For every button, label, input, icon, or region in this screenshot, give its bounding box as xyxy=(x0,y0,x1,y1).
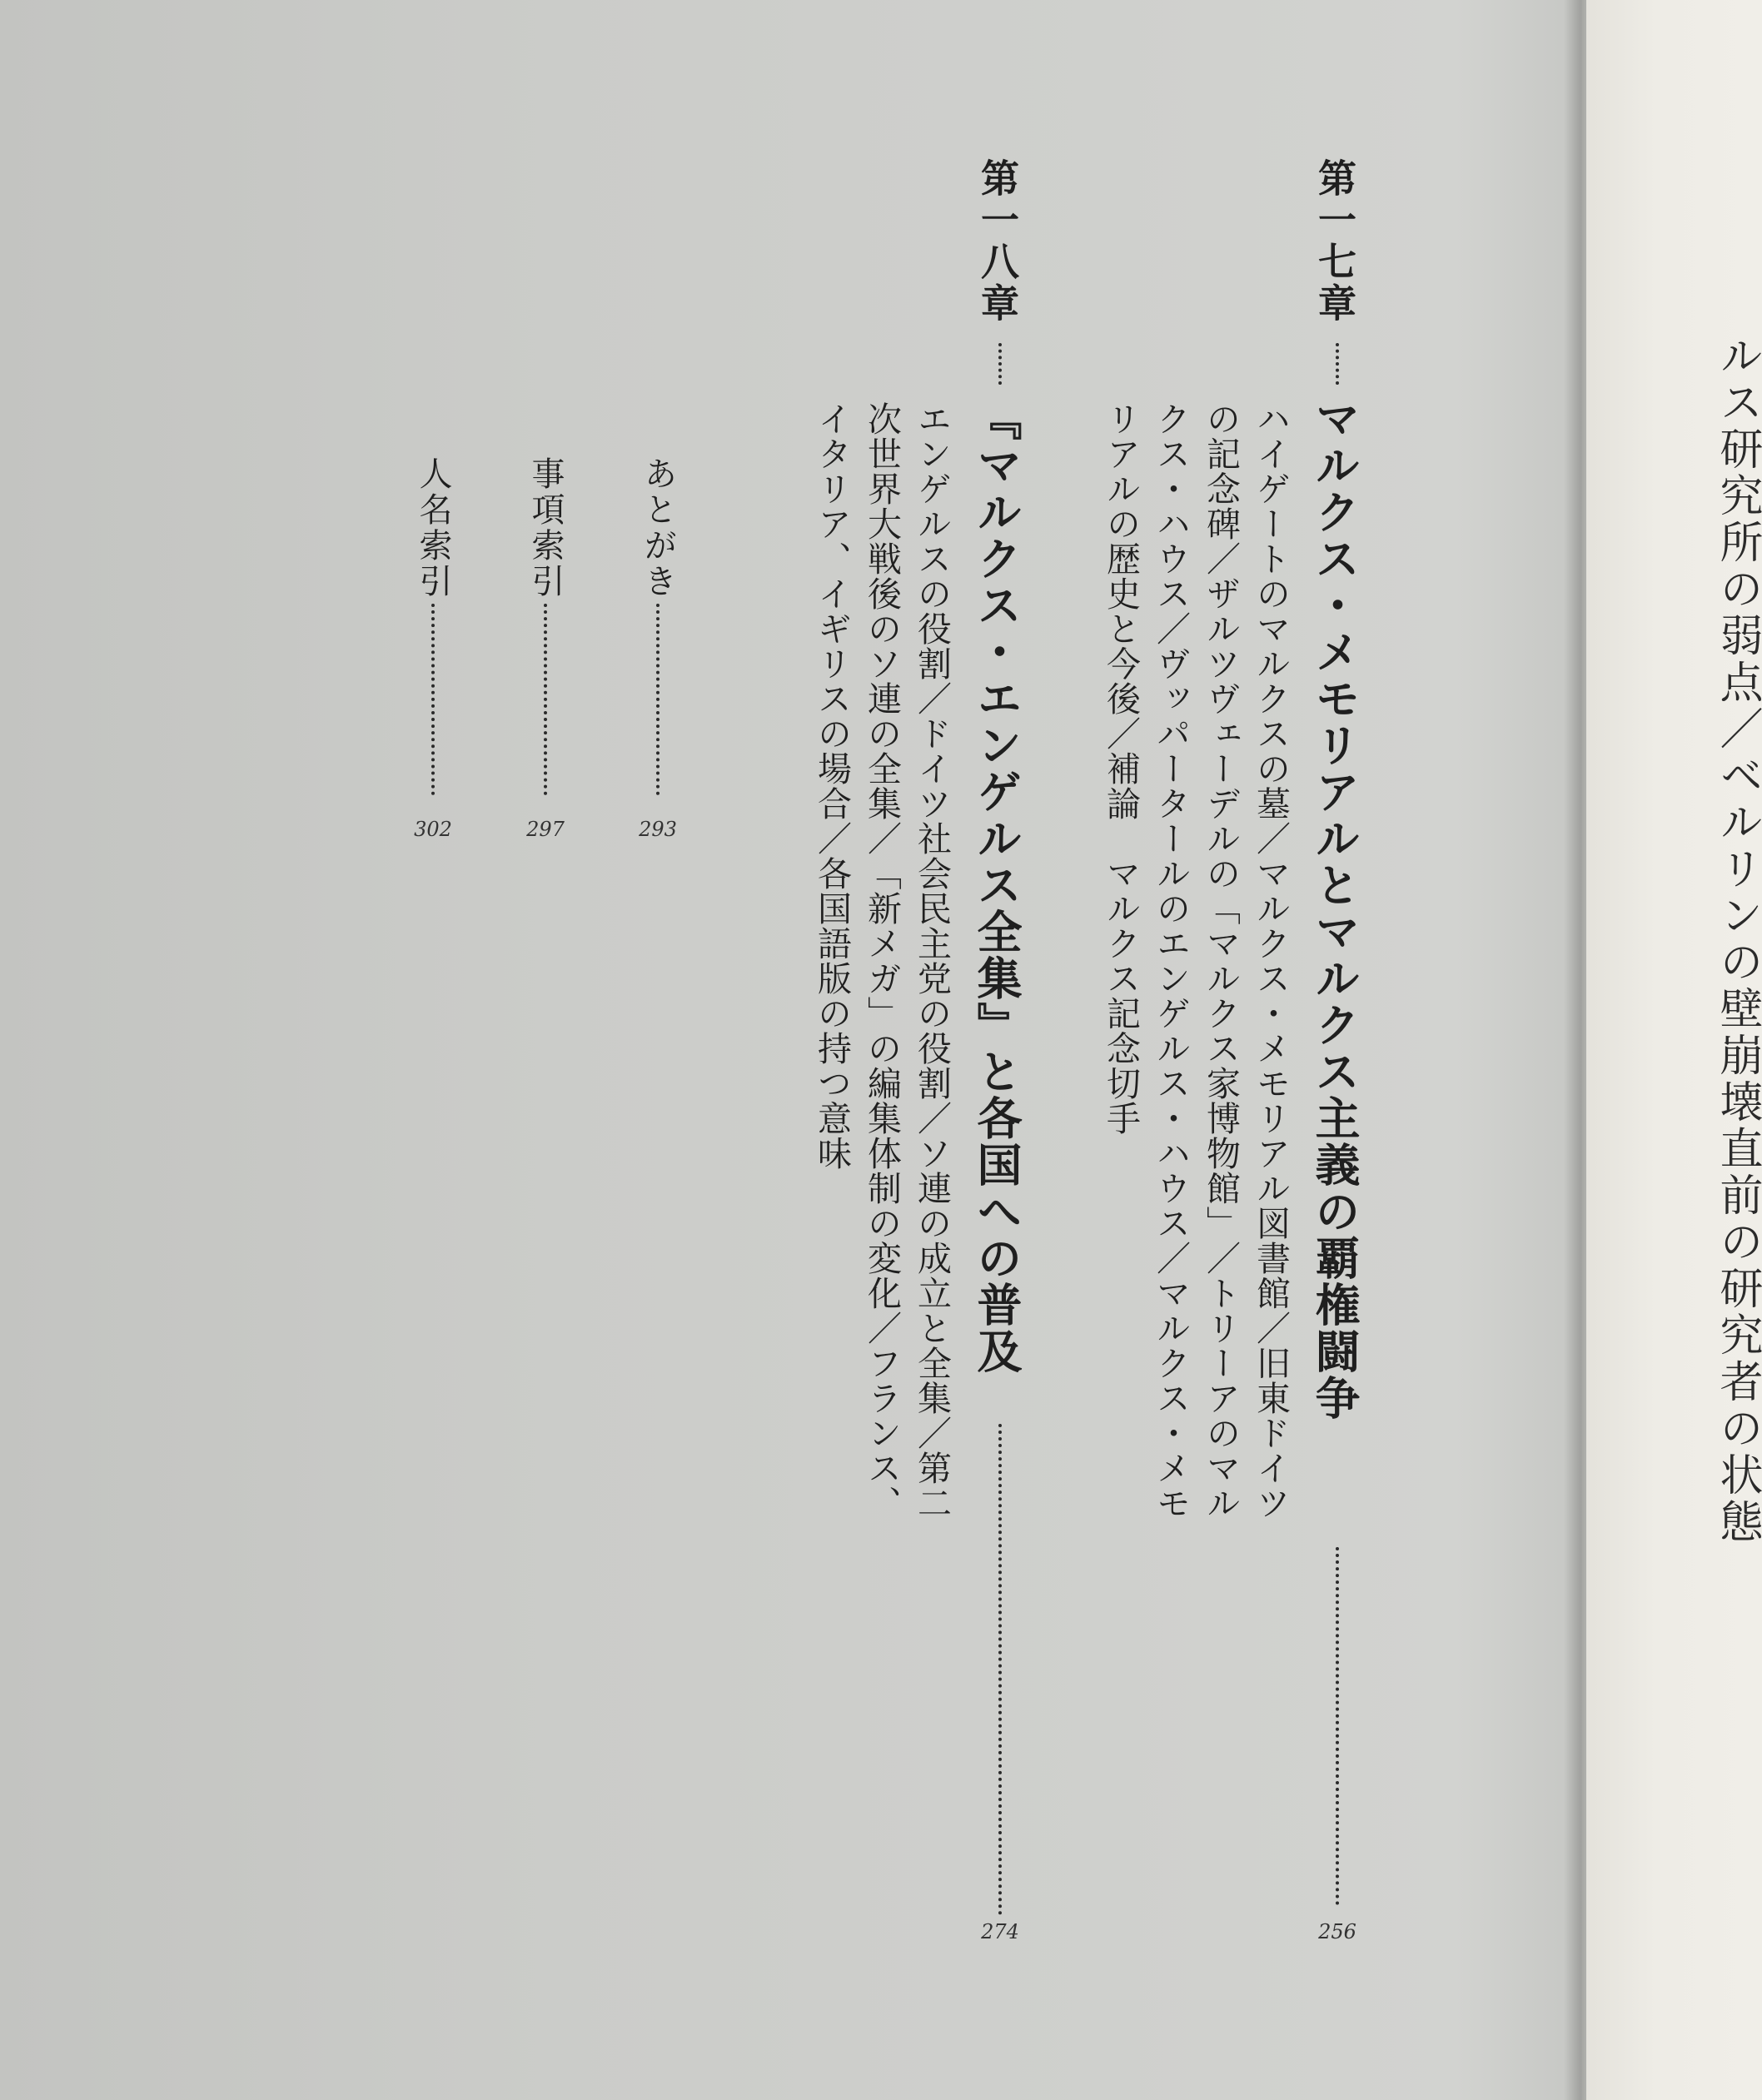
subject-index-page-number: 297 xyxy=(526,818,565,841)
chapter-18-desc-line-2: 次世界大戦後のソ連の全集／「新メガ」の編集体制の変化／フランス、 xyxy=(862,401,902,1520)
chapter-17-title-leader xyxy=(1336,1547,1339,1905)
chapter-17-label-leader xyxy=(1336,343,1339,385)
afterword-page-number: 293 xyxy=(639,818,677,841)
chapter-18-label: 第一八章 xyxy=(975,158,1020,325)
name-index-page-number: 302 xyxy=(414,818,452,841)
chapter-17-desc-line-2: の記念碑／ザルツヴェーデルの「マルクス家博物館」／トリーアのマル xyxy=(1201,401,1241,1520)
chapter-17-desc-line-4: リアルの歴史と今後／補論 マルクス記念切手 xyxy=(1101,401,1141,1136)
chapter-18-label-leader xyxy=(998,343,1002,385)
right-page-text: ルス研究所の弱点／ベルリンの壁崩壊直前の研究者の状態 xyxy=(1712,333,1762,1545)
afterword-leader xyxy=(656,604,660,795)
chapter-17-page-number: 256 xyxy=(1318,1920,1356,1943)
chapter-17-title[interactable]: マルクス・メモリアルとマルクス主義の覇権闘争 xyxy=(1308,396,1361,1421)
name-index-leader xyxy=(431,604,435,795)
chapter-18-page-number: 274 xyxy=(981,1920,1019,1943)
chapter-18-desc-line-1: エンゲルスの役割／ドイツ社会民主党の役割／ソ連の成立と全集／第二 xyxy=(912,401,952,1520)
subject-index-leader xyxy=(544,604,547,795)
back-matter-name-index[interactable]: 人名索引 xyxy=(414,456,452,600)
chapter-18-desc-line-3: イタリア、イギリスの場合／各国語版の持つ意味 xyxy=(812,401,852,1171)
chapter-17-label: 第一七章 xyxy=(1312,158,1357,325)
chapter-18-title[interactable]: 『マルクス・エンゲルス全集』と各国への普及 xyxy=(970,396,1023,1375)
back-matter-subject-index[interactable]: 事項索引 xyxy=(526,456,565,600)
back-matter-afterword[interactable]: あとがき xyxy=(639,456,677,600)
chapter-17-desc-line-1: ハイゲートのマルクスの墓／マルクス・メモリアル図書館／旧東ドイツ xyxy=(1251,401,1291,1520)
chapter-17-desc-line-3: クス・ハウス／ヴッパータールのエンゲルス・ハウス／マルクス・メモ xyxy=(1151,401,1191,1520)
chapter-18-title-leader xyxy=(998,1424,1002,1915)
